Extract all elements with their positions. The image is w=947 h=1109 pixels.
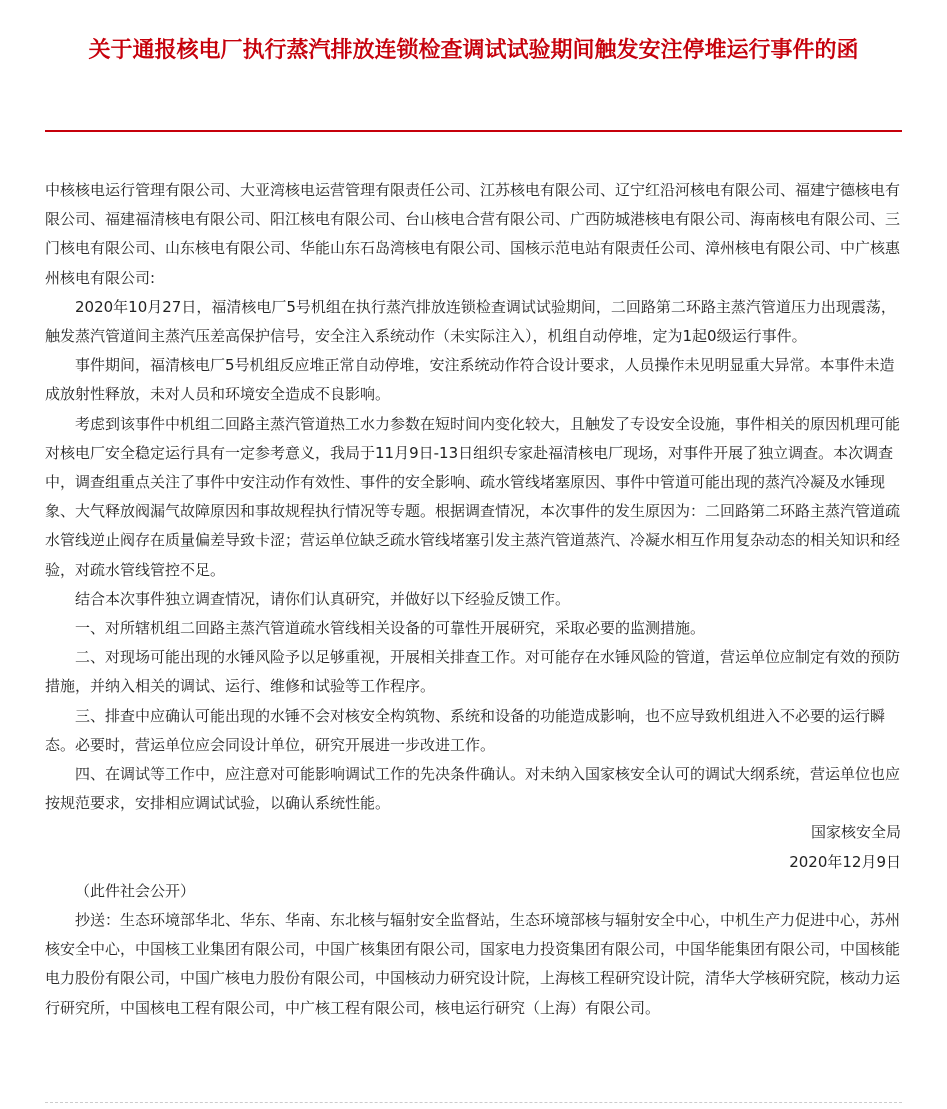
paragraph-incident: 2020年10月27日，福清核电厂5号机组在执行蒸汽排放连锁检查调试试验期间，二回路第二环路主蒸汽管道压力出现震荡，触发蒸汽管道间主蒸汽压差高保护信号，安全注入系统动作（未实际注入），机组自动停堆，定为1起0级运行事件。 — [45, 297, 896, 346]
public-note: （此件社会公开） — [75, 881, 196, 900]
requirement-item-3: 三、排查中应确认可能出现的水锤不会对核安全构筑物、系统和设备的功能造成影响，也不应导致机组进入不必要的运行瞬态。必要时，营运单位应会同设计单位，研究开展进一步改进工作。 — [45, 706, 886, 754]
requirement-item-2: 二、对现场可能出现的水锤风险予以足够重视，开展相关排查工作。对可能存在水锤风险的管道，营运单位应制定有效的预防措施，并纳入相关的调试、运行、维修和试验等工作程序。 — [45, 648, 901, 696]
cc-list: 抄送：生态环境部华北、华东、华南、东北核与辐射安全监督站，生态环境部核与辐射安全中心，中机生产力促进中心，苏州核安全中心，中国核工业集团有限公司，中国广核集团有限公司，国家电力投资集团有限公司，中国华能集团有限公司，中国核能电力股份有限公司，中国广核电力股份有限公司，中国核动力研究设计院，上海核工程研究设计院，清华大学核研究院，核动力运行研究所，中国核电工程有限公司，中广核工程有限公司，核电运行研究（上海）有限公司。 — [45, 911, 901, 1017]
addressees: 中核核电运行管理有限公司、大亚湾核电运营管理有限责任公司、江苏核电有限公司、辽宁红沿河核电有限公司、福建宁德核电有限公司、福建福清核电有限公司、阳江核电有限公司、台山核电合营有限公司、广西防城港核电有限公司、海南核电有限公司、三门核电有限公司、山东核电有限公司、华能山东石岛湾核电有限公司、国核示范电站有限责任公司、漳州核电有限公司、中广核惠州核电有限公司: — [45, 181, 901, 287]
paragraph-impact: 事件期间，福清核电厂5号机组反应堆正常自动停堆，安注系统动作符合设计要求，人员操作未见明显重大异常。本事件未造成放射性释放，未对人员和环境安全造成不良影响。 — [45, 356, 895, 404]
issuer-signature: 国家核安全局 — [810, 823, 901, 842]
title-divider — [45, 130, 902, 132]
footer-divider — [45, 1102, 902, 1103]
document-title: 关于通报核电厂执行蒸汽排放连锁检查调试试验期间触发安注停堆运行事件的函 — [88, 38, 859, 63]
requirement-item-1: 一、对所辖机组二回路主蒸汽管道疏水管线相关设备的可靠性开展研究，采取必要的监测措施。 — [75, 619, 706, 638]
requirement-item-4: 四、在调试等工作中，应注意对可能影响调试工作的先决条件确认。对未纳入国家核安全认可的调试大纲系统，营运单位也应按规范要求，安排相应调试试验，以确认系统性能。 — [45, 765, 901, 813]
paragraph-feedback-intro: 结合本次事件独立调查情况，请你们认真研究，并做好以下经验反馈工作。 — [75, 589, 571, 608]
paragraph-investigation: 考虑到该事件中机组二回路主蒸汽管道热工水力参数在短时间内变化较大，且触发了专设安全设施，事件相关的原因机理可能对核电厂安全稳定运行具有一定参考意义，我局于11月9日-13日组织专家赴福清核电厂现场，对事件开展了独立调查。本次调查中，调查组重点关注了事件中安注动作有效性、事件的安全影响、疏水管线堵塞原因、事件中管道可能出现的蒸汽冷凝及水锤现象、大气释放阀漏气故障原因和事故规程执行情况等专题。根据调查情况，本次事件的发生原因为：二回路第二环路主蒸汽管道疏水管线逆止阀存在质量偏差导致卡涩；营运单位缺乏疏水管线堵塞引发主蒸汽管道蒸汽、冷凝水相互作用复杂动态的相关知识和经验，对疏水管线管控不足。 — [45, 414, 901, 579]
document-body — [45, 176, 907, 1023]
issue-date: 2020年12月9日 — [789, 852, 901, 871]
